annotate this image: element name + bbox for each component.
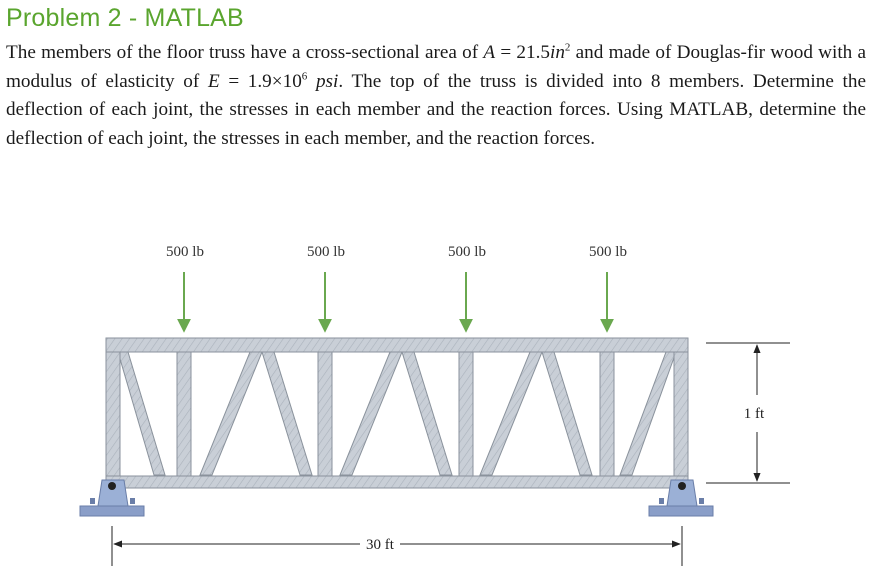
modulus-value: = 1.9×10 xyxy=(219,70,302,92)
load-label-2: 500 lb xyxy=(307,244,345,260)
area-value: = 21.5 xyxy=(495,42,550,63)
span-label: 30 ft xyxy=(366,537,394,553)
top-chord xyxy=(106,338,688,352)
problem-text-1: The members of the floor truss have a cross-sectional area of xyxy=(6,42,484,63)
problem-text-3: . The top of the truss is divided into 8 members. Determine the deflection of each joint, the stresses in each member and the reaction forces. Using MATLAB, determine the deflection of each joint, the stresses in each member, and the reaction forces. xyxy=(6,70,866,149)
modulus-exponent: 6 xyxy=(301,70,308,83)
truss xyxy=(106,338,688,488)
load-arrows xyxy=(184,272,607,330)
modulus-symbol: E xyxy=(207,70,220,92)
page-title: Problem 2 - MATLAB xyxy=(6,4,244,32)
load-label-1: 500 lb xyxy=(166,244,204,260)
span-dimension xyxy=(112,526,682,566)
height-label: 1 ft xyxy=(743,406,765,422)
load-label-3: 500 lb xyxy=(448,244,486,260)
load-label-4: 500 lb xyxy=(589,244,627,260)
bottom-chord xyxy=(106,476,688,488)
truss-diagonals xyxy=(118,352,676,475)
area-exponent: 2 xyxy=(564,41,571,54)
area-unit: in xyxy=(549,42,565,63)
modulus-unit: psi xyxy=(307,70,339,92)
problem-text-2: and made of Douglas-fir wood with a modulus of elasticity of xyxy=(6,42,867,92)
area-symbol: A xyxy=(483,42,496,63)
